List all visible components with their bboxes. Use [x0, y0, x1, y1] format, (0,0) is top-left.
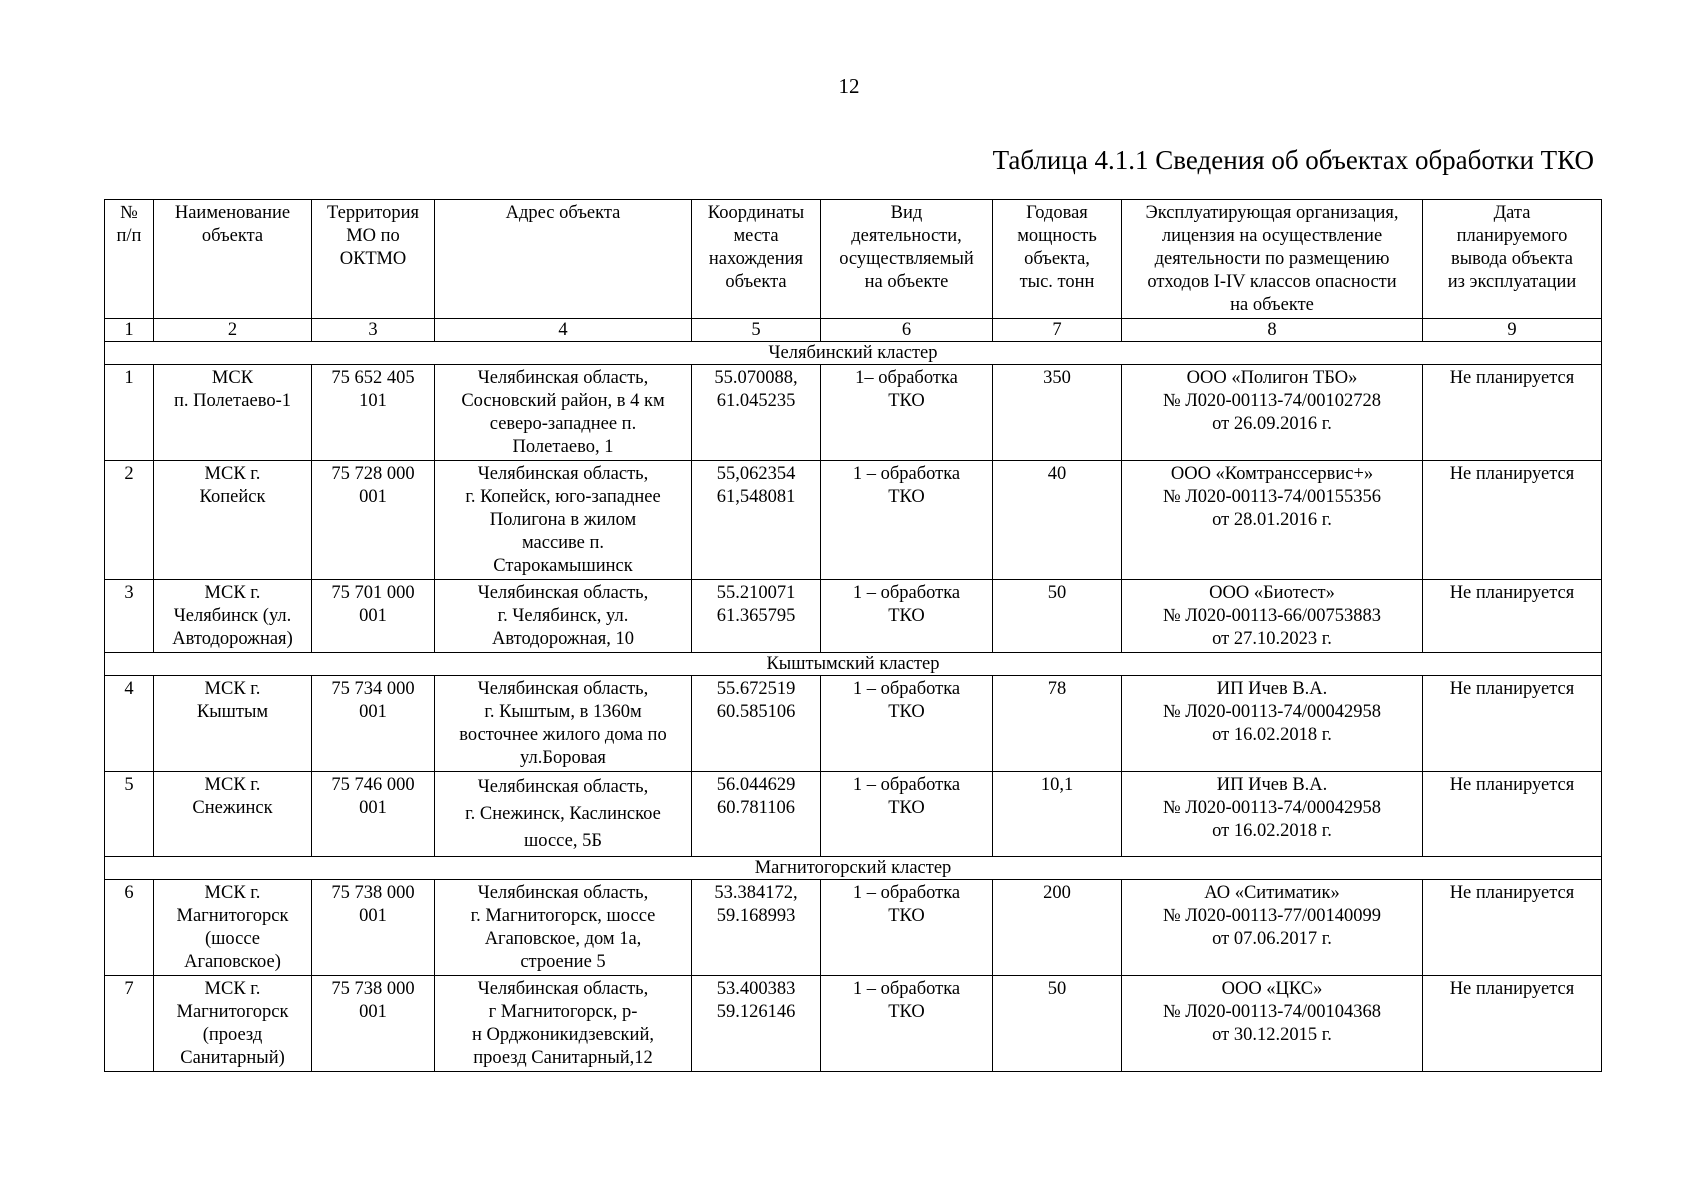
oktmo-code: 75 738 000 001 [312, 976, 435, 1072]
object-address: Челябинская область, г. Копейск, юго-западнее Полигона в жилом массиве п. Старокамышинск [435, 461, 692, 580]
page-number: 12 [838, 74, 860, 98]
object-name: МСК г. Магнитогорск (проезд Санитарный) [154, 976, 312, 1072]
cluster-row [105, 342, 1602, 365]
column-number-cell: 9 [1423, 319, 1602, 342]
column-number-cell: 2 [154, 319, 312, 342]
cluster-name: Магнитогорский кластер [105, 857, 1602, 880]
row-number: 1 [105, 365, 154, 461]
object-address: Челябинская область, г. Снежинск, Каслинское шоссе, 5Б [435, 772, 692, 857]
object-name: МСК г. Копейск [154, 461, 312, 580]
header-cell: № п/п [105, 200, 154, 319]
header-cell: Эксплуатирующая организация, лицензия на осуществление деятельности по размещению отходов I-IV классов опасности на объекте [1122, 200, 1423, 319]
activity-type: 1 – обработка ТКО [821, 880, 993, 976]
activity-type: 1 – обработка ТКО [821, 676, 993, 772]
coordinates: 53.384172, 59.168993 [692, 880, 821, 976]
decommission-date: Не планируется [1423, 580, 1602, 653]
activity-type: 1 – обработка ТКО [821, 772, 993, 857]
oktmo-code: 75 746 000 001 [312, 772, 435, 857]
coordinates: 55.672519 60.585106 [692, 676, 821, 772]
column-number-cell: 6 [821, 319, 993, 342]
activity-type: 1 – обработка ТКО [821, 976, 993, 1072]
cluster-row [105, 653, 1602, 676]
row-number: 4 [105, 676, 154, 772]
table-title: Таблица 4.1.1 Сведения об объектах обработки ТКО [992, 145, 1594, 175]
decommission-date: Не планируется [1423, 461, 1602, 580]
activity-type: 1 – обработка ТКО [821, 461, 993, 580]
object-name: МСК п. Полетаево-1 [154, 365, 312, 461]
row-number: 2 [105, 461, 154, 580]
object-address: Челябинская область, г. Магнитогорск, шоссе Агаповское, дом 1а, строение 5 [435, 880, 692, 976]
object-name: МСК г. Челябинск (ул. Автодорожная) [154, 580, 312, 653]
object-name: МСК г. Магнитогорск (шоссе Агаповское) [154, 880, 312, 976]
object-address: Челябинская область, г Магнитогорск, р- н Орджоникидзевский, проезд Санитарный,12 [435, 976, 692, 1072]
operator-license: ООО «ЦКС» № Л020-00113-74/00104368 от 30.12.2015 г. [1122, 976, 1423, 1072]
decommission-date: Не планируется [1423, 676, 1602, 772]
column-number-cell: 5 [692, 319, 821, 342]
header-row [105, 200, 1602, 319]
decommission-date: Не планируется [1423, 976, 1602, 1072]
annual-capacity: 78 [993, 676, 1122, 772]
column-number-cell: 3 [312, 319, 435, 342]
object-address: Челябинская область, г. Челябинск, ул. Автодорожная, 10 [435, 580, 692, 653]
table-row [105, 772, 1602, 857]
operator-license: ИП Ичев В.А. № Л020-00113-74/00042958 от 16.02.2018 г. [1122, 676, 1423, 772]
oktmo-code: 75 701 000 001 [312, 580, 435, 653]
header-cell: Вид деятельности, осуществляемый на объекте [821, 200, 993, 319]
coordinates: 55.070088, 61.045235 [692, 365, 821, 461]
column-number-cell: 7 [993, 319, 1122, 342]
annual-capacity: 200 [993, 880, 1122, 976]
decommission-date: Не планируется [1423, 772, 1602, 857]
row-number: 3 [105, 580, 154, 653]
decommission-date: Не планируется [1423, 365, 1602, 461]
activity-type: 1 – обработка ТКО [821, 580, 993, 653]
operator-license: ИП Ичев В.А. № Л020-00113-74/00042958 от 16.02.2018 г. [1122, 772, 1423, 857]
table-row [105, 880, 1602, 976]
column-number-cell: 1 [105, 319, 154, 342]
header-cell: Территория МО по ОКТМО [312, 200, 435, 319]
cluster-name: Кыштымский кластер [105, 653, 1602, 676]
coordinates: 56.044629 60.781106 [692, 772, 821, 857]
oktmo-code: 75 728 000 001 [312, 461, 435, 580]
operator-license: АО «Ситиматик» № Л020-00113-77/00140099 от 07.06.2017 г. [1122, 880, 1423, 976]
oktmo-code: 75 652 405 101 [312, 365, 435, 461]
table-row [105, 365, 1602, 461]
operator-license: ООО «Комтранссервис+» № Л020-00113-74/00155356 от 28.01.2016 г. [1122, 461, 1423, 580]
column-number-cell: 8 [1122, 319, 1423, 342]
annual-capacity: 40 [993, 461, 1122, 580]
annual-capacity: 50 [993, 580, 1122, 653]
column-number-cell: 4 [435, 319, 692, 342]
coordinates: 55.210071 61.365795 [692, 580, 821, 653]
header-cell: Координаты места нахождения объекта [692, 200, 821, 319]
activity-type: 1– обработка ТКО [821, 365, 993, 461]
table-row [105, 580, 1602, 653]
operator-license: ООО «Полигон ТБО» № Л020-00113-74/00102728 от 26.09.2016 г. [1122, 365, 1423, 461]
column-number-row [105, 319, 1602, 342]
header-cell: Наименование объекта [154, 200, 312, 319]
row-number: 5 [105, 772, 154, 857]
oktmo-code: 75 738 000 001 [312, 880, 435, 976]
object-name: МСК г. Кыштым [154, 676, 312, 772]
object-address: Челябинская область, Сосновский район, в 4 км северо-западнее п. Полетаево, 1 [435, 365, 692, 461]
header-cell: Адрес объекта [435, 200, 692, 319]
object-address: Челябинская область, г. Кыштым, в 1360м восточнее жилого дома по ул.Боровая [435, 676, 692, 772]
row-number: 7 [105, 976, 154, 1072]
cluster-name: Челябинский кластер [105, 342, 1602, 365]
operator-license: ООО «Биотест» № Л020-00113-66/00753883 от 27.10.2023 г. [1122, 580, 1423, 653]
row-number: 6 [105, 880, 154, 976]
cluster-row [105, 857, 1602, 880]
coordinates: 55,062354 61,548081 [692, 461, 821, 580]
coordinates: 53.400383 59.126146 [692, 976, 821, 1072]
facilities-table [104, 199, 1602, 1072]
header-cell: Годовая мощность объекта, тыс. тонн [993, 200, 1122, 319]
annual-capacity: 50 [993, 976, 1122, 1072]
table-row [105, 976, 1602, 1072]
decommission-date: Не планируется [1423, 880, 1602, 976]
annual-capacity: 10,1 [993, 772, 1122, 857]
annual-capacity: 350 [993, 365, 1122, 461]
header-cell: Дата планируемого вывода объекта из эксплуатации [1423, 200, 1602, 319]
table-row [105, 461, 1602, 580]
oktmo-code: 75 734 000 001 [312, 676, 435, 772]
object-name: МСК г. Снежинск [154, 772, 312, 857]
table-row [105, 676, 1602, 772]
